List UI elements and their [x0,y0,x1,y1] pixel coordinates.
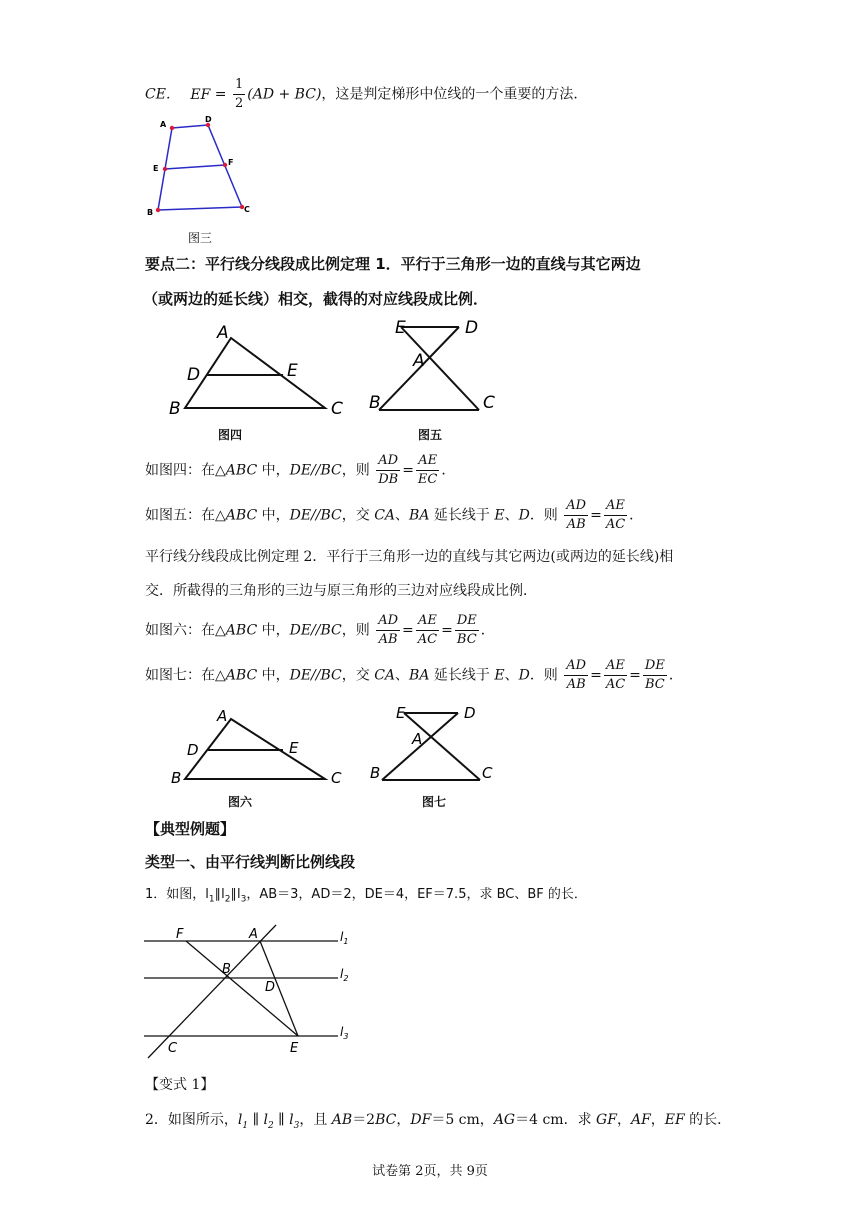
fig5-stmt-sep: 、 [395,507,410,524]
p1-rest: ，AB＝3，AD＝2，DE＝4，EF＝7.5，求 BC、BF 的长． [246,887,587,902]
fig5-statement [145,497,643,534]
fig7-f1n: AD [564,657,588,676]
key-point-line1: 要点二：平行线分线段成比例定理 1．平行于三角形一边的直线与其它两边 [145,255,641,273]
p2-af: AF [630,1112,651,1128]
fig7-stmt-e: E [494,667,505,684]
fig6-f1d: AB [378,632,398,647]
fig4-f2n: AE [416,452,439,471]
fig7-f2n: AE [604,657,627,676]
fig5-end: ． [629,507,644,524]
variant-heading: 【变式 1】 [145,1077,215,1093]
fig7-stmt-sep: 、 [395,667,410,684]
fig7-f3n: DE [643,657,667,676]
fig7-stmt-then: ．则 [529,667,558,684]
fig6-f2d: AC [417,632,438,647]
fig7-frac-1 [564,657,588,694]
fig5-stmt-d: D [518,507,530,524]
fig4-frac-1 [376,452,400,489]
fig4-stmt-abc: ABC [225,462,258,479]
fig7-statement [145,657,683,694]
fig7-label-b: B [370,764,381,782]
p1fig-label-f: F [176,927,184,942]
p2-eq1: ＝2 [352,1112,376,1128]
fig7-label-c: C [482,764,493,782]
intro-eq: = [210,86,231,103]
fig3-point-f [223,163,227,167]
fig3-point-e [163,167,167,171]
p2-eq2: ＝5 cm， [431,1112,494,1128]
fig5-stmt-pre: 如图五：在△ [145,507,226,524]
p2-df: DF [410,1112,432,1128]
p1-par2: ∥l [230,887,241,902]
fig7-stmt-mid: 中， [257,667,290,684]
p1-s3: 3 [240,894,247,905]
fig6-label-b: B [171,769,182,787]
fig7-stmt-de: DE//BC [289,667,342,684]
p1fig-label-b: B [222,962,231,977]
p2-c2: ， [650,1112,665,1128]
fig5-stmt-de: DE//BC [289,507,342,524]
fig7-eq1: = [590,667,602,684]
fig7-stmt-ext: 延长线于 [429,667,495,684]
fig7-label-e: E [396,704,406,722]
intro-tail: ，这是判定梯形中位线的一个重要的方法． [321,86,588,103]
p2-bc: BC [375,1112,397,1128]
fig3-label-c: C [244,205,250,214]
page-footer: 试卷第 2页，共 9页 [372,1164,488,1179]
fig6-stmt-de: DE//BC [289,622,342,639]
fig7-eq2: = [629,667,641,684]
fig4-label-d: D [187,365,201,385]
half-den: 2 [234,96,244,111]
fig6-stmt-mid: 中， [257,622,290,639]
type-one-heading: 类型一、由平行线判断比例线段 [145,853,356,871]
fig5-stmt-abc: ABC [225,507,258,524]
fig6-label-a: A [217,707,228,725]
fig7-stmt-cross: ，交 [341,667,375,684]
fig7-f2d: AC [605,677,626,692]
fig3-label-d: D [205,115,212,124]
fig3-label-e: E [153,164,159,173]
fig6-f1n: AD [376,612,400,631]
fig3-label-a: A [160,120,167,129]
fig6-f3d: BC [456,632,477,647]
fig5-label-b: B [369,393,381,413]
p2-s2: 2 [268,1120,274,1131]
fig4-label-b: B [169,399,181,419]
problem-1-figure [140,920,370,1065]
intro-lead: CE． [145,86,180,103]
fig3-label-b: B [147,208,154,217]
fig3-ef [165,165,225,169]
fig6-statement [145,612,495,649]
fig5-stmt-sep2: 、 [504,507,519,524]
fig3-point-b [156,208,160,212]
fig6-stmt-then: ，则 [341,622,370,639]
fig4-triangle-abc [185,338,325,408]
p2-s1: 1 [242,1120,249,1131]
fig4-statement [145,452,455,489]
fig4-eq: = [402,462,414,479]
figure-3-trapezoid [140,112,260,222]
p2-l2: l [263,1112,268,1128]
p2-eq3: ＝4 cm．求 [515,1112,597,1128]
p2-end: 的长． [684,1112,732,1128]
fig3-ad [172,125,208,128]
fig5-frac-1 [564,497,588,534]
fig6-frac-3 [455,612,479,649]
fig4-f1d: DB [378,472,399,487]
fig7-f3d: BC [644,677,665,692]
fig7-stmt-pre: 如图七：在△ [145,667,226,684]
figure-5-hourglass [365,314,505,422]
fig6-stmt-pre: 如图六：在△ [145,622,226,639]
intro-ef: EF [190,86,211,103]
theorem2-line1: 平行线分线段成比例定理 2．平行于三角形一边的直线与其它两边(或两边的延长线)相 [145,549,674,565]
fig5-stmt-ca: CA [374,507,396,524]
p1fig-label-l2: $l_2$ [340,967,349,983]
p2-ef: EF [664,1112,685,1128]
intro-line [145,76,587,113]
fig7-stmt-d: D [518,667,530,684]
problem-1 [145,885,587,910]
p2-s3: 3 [293,1120,300,1131]
fig6-end: ． [480,622,495,639]
p1fig-label-l3: $l_3$ [340,1025,349,1041]
fig4-label-c: C [331,399,343,419]
fig6-label-e: E [289,739,299,757]
fig7-stmt-ba: BA [409,667,430,684]
fig4-frac-2 [416,452,439,489]
fig5-frac-2 [604,497,627,534]
fig5-stmt-ba: BA [409,507,430,524]
p1fig-label-d: D [265,980,276,995]
p2-ab: AB [331,1112,353,1128]
p1-s1: 1 [208,894,215,905]
p1fig-label-l1: $l_1$ [340,930,349,946]
fig4-stmt-mid: 中， [257,462,290,479]
p1fig-label-e: E [290,1041,299,1056]
line-ac-transversal [148,925,276,1058]
fig4-stmt-de: DE//BC [289,462,342,479]
fig7-f1d: AB [566,677,586,692]
fig4-caption: 图四 [218,428,243,442]
fig5-stmt-mid: 中， [257,507,290,524]
fig3-point-a [170,126,174,130]
fig4-label-a: A [217,323,229,343]
fig3-label-f: F [228,158,234,167]
fig7-stmt-sep2: 、 [504,667,519,684]
p2-sep1: ， [396,1112,411,1128]
fig6-frac-1 [376,612,400,649]
fig6-f3n: DE [455,612,479,631]
fig4-end: ． [441,462,456,479]
p2-mid1: ，且 [299,1112,332,1128]
typical-examples-heading: 【典型例题】 [145,820,236,838]
fig5-stmt-ext: 延长线于 [429,507,495,524]
fig5-stmt-cross: ，交 [341,507,375,524]
fig4-f1n: AD [376,452,400,471]
p2-par1: ∥ [248,1112,264,1128]
fig3-caption: 图三 [188,231,213,245]
fig3-bc [158,207,242,210]
fig5-f1n: AD [564,497,588,516]
p2-c1: ， [616,1112,631,1128]
key-point-line2: （或两边的延长线）相交，截得的对应线段成比例． [143,290,489,308]
fig5-label-d: D [465,318,479,338]
line-fe-transversal [186,941,298,1036]
fig5-stmt-then: ．则 [529,507,558,524]
fig7-end: ． [668,667,683,684]
fig4-label-e: E [287,361,298,381]
fig6-frac-2 [416,612,439,649]
fig5-eq: = [590,507,602,524]
problem-2 [145,1110,731,1136]
fig5-label-c: C [483,393,495,413]
fig5-label-e: E [395,318,406,338]
figure-4-triangle [165,320,355,422]
half-num: 1 [233,76,245,95]
figure-6-triangle [165,703,355,791]
fig5-f2d: AC [605,517,626,532]
intro-expr: (AD + BC) [247,86,322,103]
fig6-label-d: D [187,741,199,759]
p1-num: 1．如图，l [145,887,209,902]
fig5-caption: 图五 [418,428,443,442]
p1fig-label-c: C [168,1041,178,1056]
figure-7-hourglass [368,700,508,790]
p2-par2: ∥ [273,1112,290,1128]
fig5-label-a: A [413,351,425,371]
fig5-stmt-e: E [494,507,505,524]
fig7-label-d: D [464,704,476,722]
fig6-f2n: AE [416,612,439,631]
fig4-stmt-then: ，则 [341,462,370,479]
p1-s2: 2 [224,894,231,905]
fig5-f2n: AE [604,497,627,516]
fig6-label-c: C [331,769,342,787]
fig5-f1d: AB [566,517,586,532]
fig4-f2d: EC [417,472,438,487]
intro-half-fraction [233,76,245,113]
p1-par1: ∥l [214,887,225,902]
p2-gf: GF [596,1112,617,1128]
fig6-eq1: = [402,622,414,639]
fig7-frac-3 [643,657,667,694]
fig7-label-a: A [412,730,423,748]
fig7-stmt-ca: CA [374,667,396,684]
p1fig-label-a: A [249,927,258,942]
theorem2-line2: 交．所截得的三角形的三边与原三角形的三边对应线段成比例． [145,583,537,599]
p2-l3: l [289,1112,294,1128]
fig6-eq2: = [441,622,453,639]
p2-ag: AG [493,1112,516,1128]
fig6-caption: 图六 [228,795,253,809]
fig7-caption: 图七 [422,795,447,809]
fig6-stmt-abc: ABC [225,622,258,639]
p2-l1: l [237,1112,243,1128]
fig7-stmt-abc: ABC [225,667,258,684]
fig4-stmt-pre: 如图四：在△ [145,462,226,479]
fig7-frac-2 [604,657,627,694]
p2-num: 2．如图所示， [145,1112,238,1128]
